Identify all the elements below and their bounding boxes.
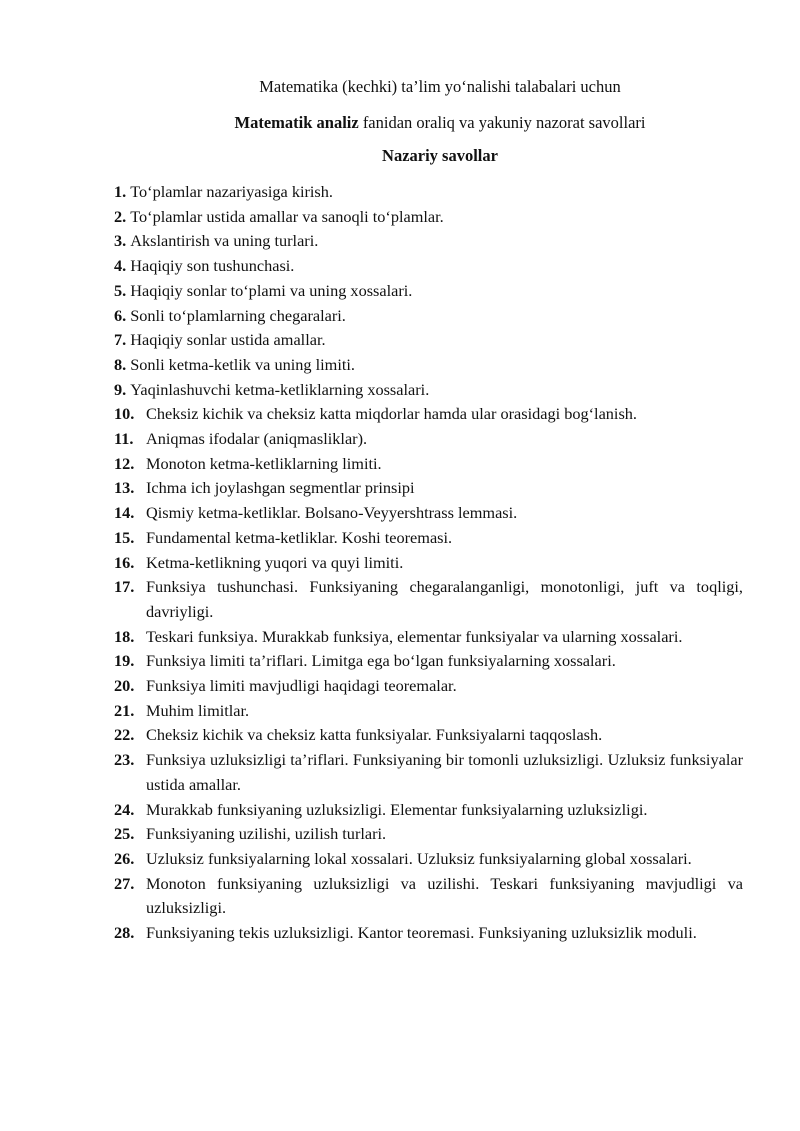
question-number: 5.	[114, 280, 127, 300]
question-item	[114, 674, 743, 699]
question-number: 2.	[114, 206, 127, 226]
question-text: Ketma-ketlikning yuqori va quyi limiti.	[146, 552, 404, 572]
document-subtitle: Matematika (kechki) ta’lim yo‘nalishi talabalari uchun	[259, 77, 621, 96]
question-text: To‘plamlar ustida amallar va sanoqli to‘plamlar.	[130, 206, 444, 226]
question-number: 3.	[114, 231, 127, 251]
subject-name: Matematik analiz	[234, 113, 359, 132]
question-number: 1.	[114, 182, 127, 201]
question-number: 20.	[114, 676, 135, 696]
question-text: Yaqinlashuvchi ketma-ketliklarning xossalari.	[130, 379, 430, 399]
question-item	[114, 526, 743, 551]
question-text: Funksiya tushunchasi. Funksiyaning chegaralanganligi, monotonligi, juft va toqligi, davriyligi.	[146, 577, 743, 621]
question-text: Monoton funksiyaning uzluksizligi va uzilishi. Teskari funksiyaning mavjudligi va uzluksizligi.	[146, 873, 743, 918]
question-number: 14.	[114, 503, 135, 523]
question-item	[114, 699, 743, 724]
document-title	[0, 113, 800, 133]
question-text: Sonli to‘plamlarning chegaralari.	[130, 305, 346, 325]
question-item	[114, 328, 743, 353]
question-number: 19.	[114, 651, 135, 671]
question-number: 21.	[114, 700, 135, 720]
question-item	[114, 551, 743, 576]
question-item	[114, 205, 743, 230]
question-number: 7.	[114, 330, 127, 350]
question-item	[114, 279, 743, 304]
question-text: Funksiya limiti ta’riflari. Limitga ega bo‘lgan funksiyalarning xossalari.	[146, 651, 616, 671]
question-item	[114, 304, 743, 329]
question-text: Funksiya limiti mavjudligi haqidagi teoremalar.	[146, 676, 457, 696]
question-number: 11.	[114, 429, 134, 449]
question-number: 28.	[114, 923, 135, 943]
question-number: 25.	[114, 824, 135, 844]
question-text: Cheksiz kichik va cheksiz katta miqdorlar hamda ular orasidagi bog‘lanish.	[146, 404, 638, 424]
question-item	[114, 452, 743, 477]
question-text: Sonli ketma-ketlik va uning limiti.	[130, 354, 355, 374]
question-text: Qismiy ketma-ketliklar. Bolsano-Veyyershtrass lemmasi.	[146, 503, 518, 523]
question-text: Funksiyaning uzilishi, uzilish turlari.	[146, 824, 387, 844]
question-number: 15.	[114, 527, 135, 547]
section-title: Nazariy savollar	[382, 146, 498, 165]
question-item	[114, 847, 743, 872]
question-text: Murakkab funksiyaning uzluksizligi. Elementar funksiyalarning uzluksizligi.	[146, 799, 648, 819]
question-text: Aniqmas ifodalar (aniqmasliklar).	[146, 429, 368, 449]
question-number: 23.	[114, 750, 135, 770]
question-item	[114, 575, 743, 624]
question-item	[114, 378, 743, 403]
question-text: Fundamental ketma-ketliklar. Koshi teoremasi.	[146, 527, 453, 547]
question-number: 9.	[114, 379, 127, 399]
question-number: 6.	[114, 305, 127, 325]
question-number: 22.	[114, 725, 135, 745]
question-item	[114, 180, 743, 205]
question-number: 17.	[114, 577, 135, 597]
question-item	[114, 402, 743, 427]
question-item	[114, 921, 743, 946]
question-item	[114, 822, 743, 847]
question-text: Funksiyaning tekis uzluksizligi. Kantor teoremasi. Funksiyaning uzluksizlik moduli.	[146, 923, 697, 943]
question-number: 10.	[114, 404, 135, 424]
question-number: 13.	[114, 478, 135, 498]
question-item	[114, 476, 743, 501]
question-number: 4.	[114, 256, 127, 276]
questions-list	[114, 180, 743, 946]
title-rest: fanidan oraliq va yakuniy nazorat savollari	[358, 113, 646, 132]
question-number: 26.	[114, 848, 135, 868]
question-item	[114, 723, 743, 748]
question-text: To‘plamlar nazariyasiga kirish.	[130, 182, 333, 201]
question-text: Haqiqiy son tushunchasi.	[130, 256, 295, 276]
question-item	[114, 649, 743, 674]
question-text: Muhim limitlar.	[146, 700, 250, 720]
question-number: 27.	[114, 873, 135, 893]
question-item	[114, 872, 743, 921]
question-item	[114, 427, 743, 452]
question-text: Funksiya uzluksizligi ta’riflari. Funksiyaning bir tomonli uzluksizligi. Uzluksiz funksiyalar ustida amallar.	[146, 750, 743, 794]
question-number: 18.	[114, 626, 135, 646]
question-text: Teskari funksiya. Murakkab funksiya, elementar funksiyalar va ularning xossalari.	[146, 626, 683, 646]
question-text: Cheksiz kichik va cheksiz katta funksiyalar. Funksiyalarni taqqoslash.	[146, 725, 603, 745]
question-item	[114, 798, 743, 823]
question-item	[114, 501, 743, 526]
question-text: Haqiqiy sonlar ustida amallar.	[130, 330, 326, 350]
question-text: Haqiqiy sonlar to‘plami va uning xossalari.	[130, 280, 413, 300]
question-text: Akslantirish va uning turlari.	[130, 231, 319, 251]
question-item	[114, 625, 743, 650]
question-number: 16.	[114, 552, 135, 572]
question-number: 8.	[114, 354, 127, 374]
question-text: Uzluksiz funksiyalarning lokal xossalari. Uzluksiz funksiyalarning global xossalari.	[146, 848, 692, 868]
question-item	[114, 254, 743, 279]
question-item	[114, 748, 743, 797]
question-number: 24.	[114, 799, 135, 819]
question-number: 12.	[114, 453, 135, 473]
question-text: Monoton ketma-ketliklarning limiti.	[146, 453, 382, 473]
question-text: Ichma ich joylashgan segmentlar prinsipi	[146, 478, 415, 498]
question-item	[114, 229, 743, 254]
question-item	[114, 353, 743, 378]
